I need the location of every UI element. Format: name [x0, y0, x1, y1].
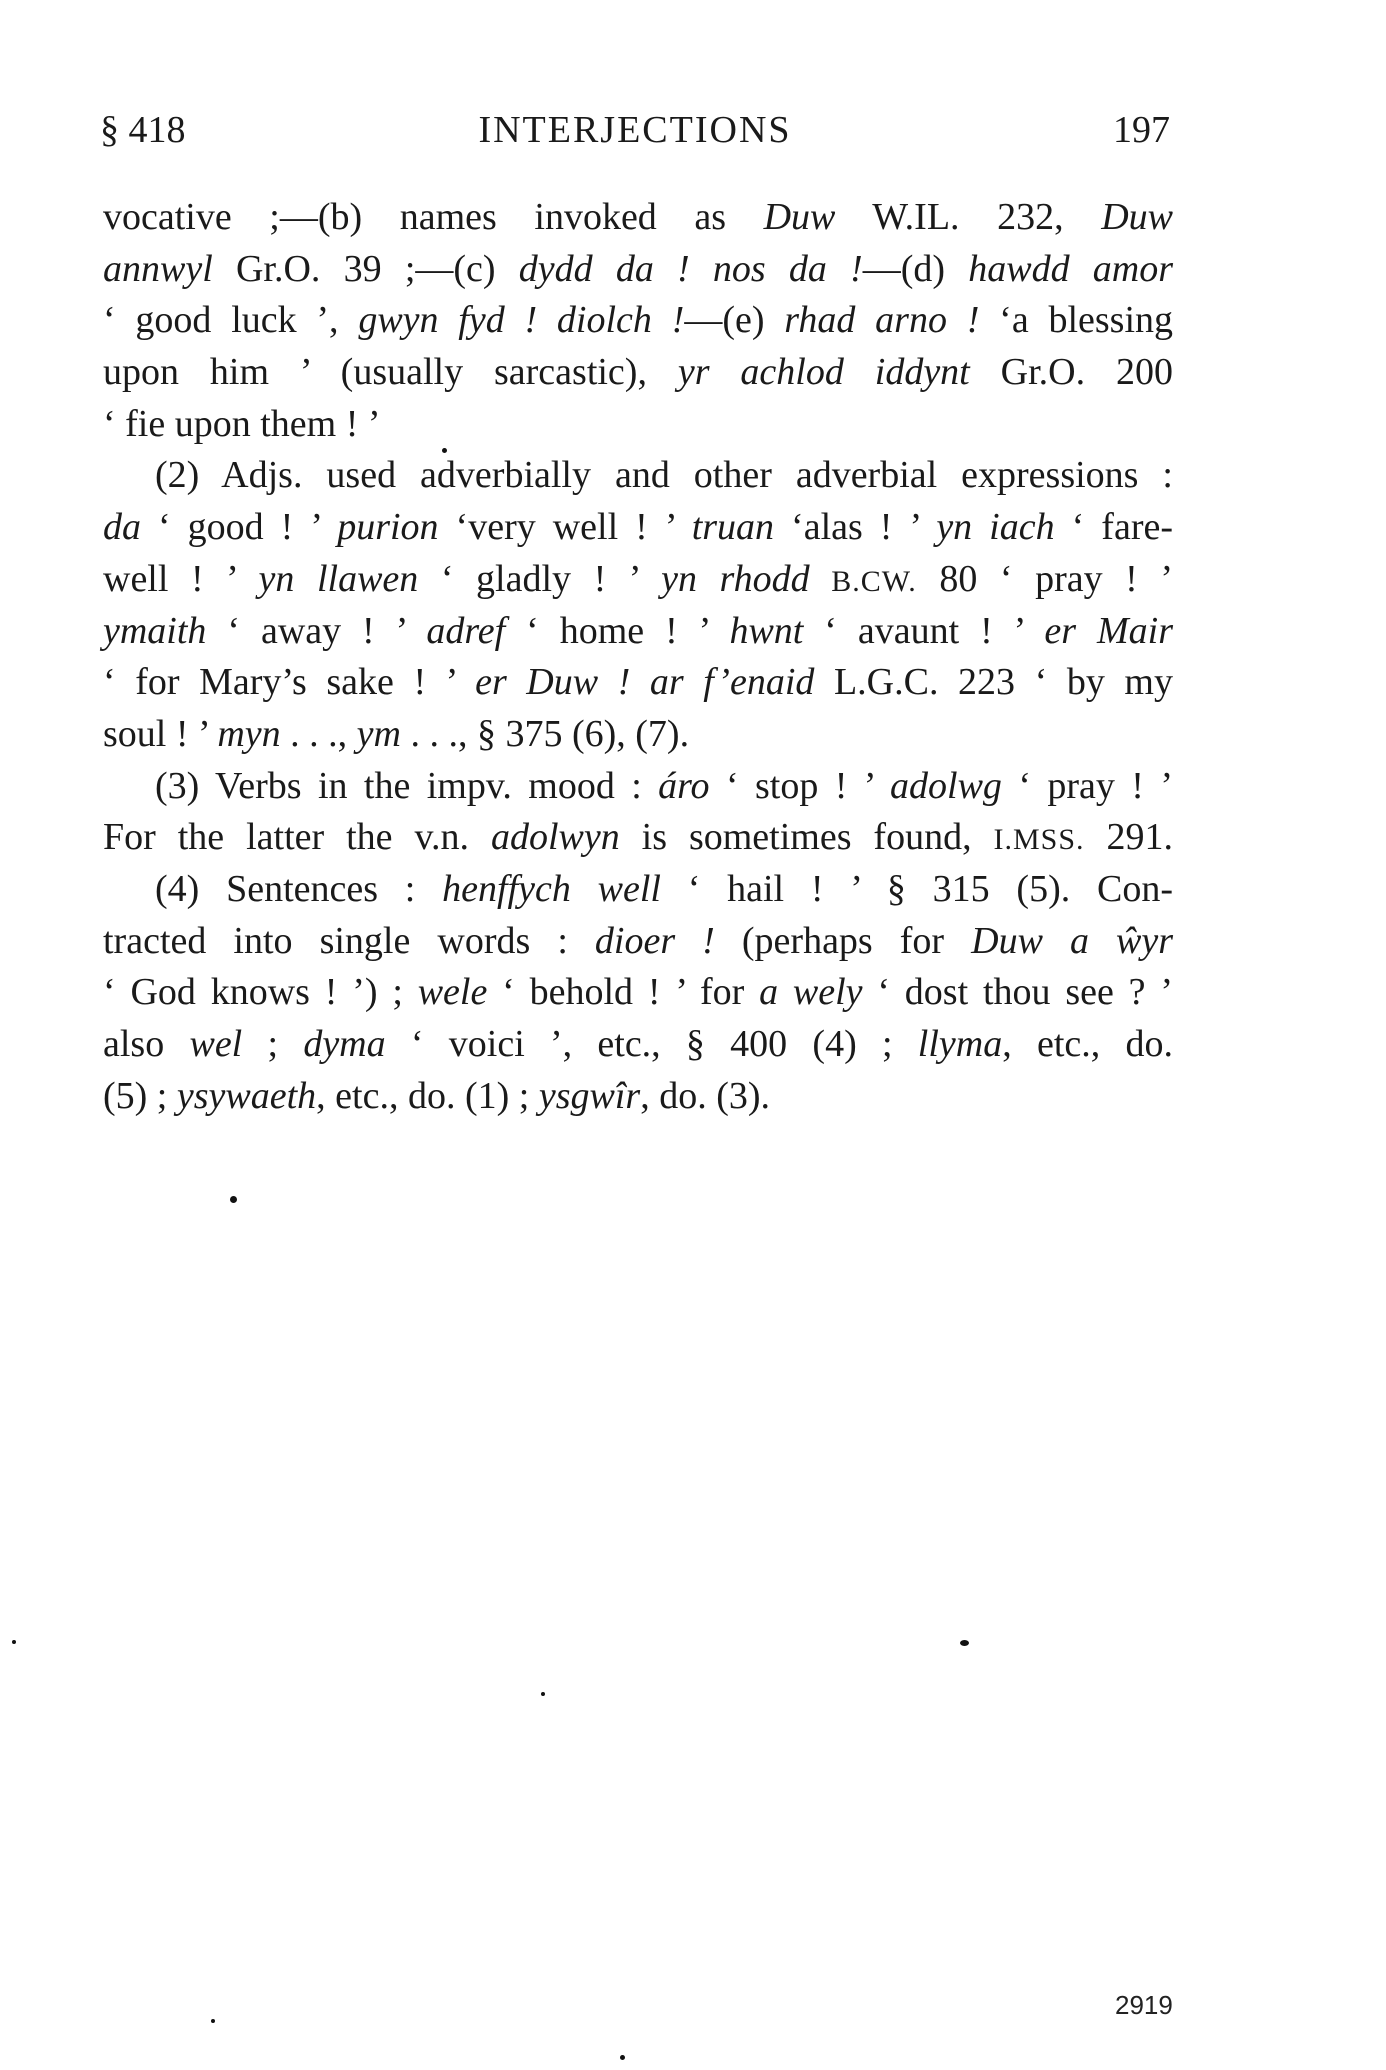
- text-run: —(e): [684, 299, 785, 342]
- italic-term: ym: [356, 712, 401, 755]
- text-run: (perhaps for: [714, 919, 972, 962]
- italic-term: annwyl: [103, 247, 213, 290]
- text-line: [103, 399, 1173, 451]
- text-run: Gr.O. 39 ;—(c): [212, 247, 519, 290]
- italic-term: ysywaeth: [176, 1074, 317, 1117]
- text-run: ‘ fie upon them ! ’: [103, 402, 381, 445]
- text-run: . . ., § 375 (6), (7).: [400, 712, 690, 755]
- text-line: [103, 761, 1173, 813]
- text-run: B.CW.: [809, 564, 917, 598]
- text-run: ‘ good luck ’,: [103, 299, 359, 342]
- italic-term: áro: [658, 764, 710, 807]
- text-run: ‘alas ! ’: [774, 506, 937, 549]
- text-line: [103, 450, 1173, 502]
- text-run: ‘a blessing: [979, 299, 1174, 342]
- text-run: —(d): [862, 247, 969, 290]
- text-run: L.G.C. 223 ‘ by my: [814, 661, 1173, 704]
- text-run: vocative ;—(b) names invoked as: [103, 196, 764, 238]
- text-run: , do. (3).: [640, 1074, 770, 1117]
- text-run: well ! ’: [103, 557, 259, 600]
- italic-term: rhad arno !: [784, 299, 980, 342]
- italic-term: ysgwîr: [538, 1074, 641, 1117]
- text-run: ‘ dost thou see ? ’: [862, 971, 1173, 1014]
- body-text: [103, 192, 1173, 1122]
- running-header: [100, 108, 1170, 158]
- text-line: [103, 554, 1173, 606]
- text-run: ‘ pray ! ’: [1001, 764, 1173, 807]
- page-number: 197: [1113, 109, 1170, 151]
- text-run: I.MSS.: [993, 823, 1085, 857]
- text-line: [103, 967, 1173, 1019]
- scan-number: 2919: [1115, 1990, 1173, 2020]
- italic-term: Duw: [1101, 196, 1173, 238]
- italic-term: Duw a ŵyr: [971, 919, 1174, 962]
- text-run: , etc., do. (1) ;: [316, 1074, 539, 1117]
- text-line: [103, 864, 1173, 916]
- text-run: Gr.O. 200: [969, 351, 1174, 394]
- italic-term: wele: [417, 971, 488, 1014]
- text-run: , etc., do.: [1002, 1023, 1173, 1065]
- text-run: 291.: [1084, 816, 1174, 859]
- italic-term: hwnt: [729, 609, 804, 652]
- italic-term: yn llawen: [258, 557, 419, 600]
- italic-term: henffych well: [442, 867, 661, 910]
- scan-speck: [541, 1692, 545, 1696]
- text-run: (5) ;: [103, 1074, 177, 1117]
- text-run: soul ! ’: [103, 712, 218, 755]
- text-run: ‘ stop ! ’: [709, 764, 891, 807]
- text-run: tracted into single words :: [103, 919, 595, 962]
- text-run: ‘ away ! ’: [206, 609, 427, 652]
- scan-speck: [620, 2055, 625, 2060]
- italic-term: Duw: [763, 196, 836, 238]
- text-run: ‘very well ! ’: [438, 506, 692, 549]
- italic-term: myn: [217, 712, 281, 755]
- italic-term: er Duw ! ar f’enaid: [475, 661, 815, 704]
- italic-term: wel: [189, 1023, 243, 1065]
- text-line: [103, 916, 1173, 968]
- italic-term: adref: [426, 609, 506, 652]
- text-line: [103, 709, 1173, 761]
- text-run: ‘ for Mary’s sake ! ’: [103, 661, 476, 704]
- italic-term: adolwyn: [490, 816, 620, 859]
- section-number: § 418: [100, 109, 186, 151]
- text-run: ‘ avaunt ! ’: [803, 609, 1045, 652]
- text-run: (2) Adjs. used adverbially and other adverbial expressions :: [155, 454, 1173, 497]
- text-line: [103, 606, 1173, 658]
- italic-term: adolwg: [890, 764, 1002, 807]
- italic-term: er Mair: [1044, 609, 1174, 652]
- italic-term: gwyn fyd ! diolch !: [358, 299, 685, 342]
- italic-term: ymaith: [103, 609, 207, 652]
- text-run: (4) Sentences :: [155, 867, 443, 910]
- italic-term: purion: [337, 506, 439, 549]
- text-line: [103, 657, 1173, 709]
- text-run: ‘ fare-: [1054, 506, 1173, 549]
- text-line: [103, 812, 1173, 864]
- italic-term: da: [103, 506, 141, 549]
- text-run: ‘ home ! ’: [505, 609, 730, 652]
- text-run: ‘ hail ! ’ § 315 (5). Con-: [660, 867, 1174, 910]
- italic-term: dyma: [303, 1023, 386, 1065]
- text-run: ;: [242, 1023, 304, 1065]
- text-run: 80 ‘ pray ! ’: [916, 557, 1173, 600]
- italic-term: hawdd amor: [968, 247, 1173, 290]
- text-run: ‘ voici ’, etc., § 400 (4) ;: [385, 1023, 918, 1065]
- italic-term: yn rhodd: [661, 557, 810, 600]
- text-run: (3) Verbs in the impv. mood :: [155, 764, 659, 807]
- italic-term: dioer !: [594, 919, 715, 962]
- text-run: ‘ behold ! ’ for: [487, 971, 760, 1014]
- page-title: INTERJECTIONS: [478, 109, 792, 151]
- scan-speck: [442, 448, 447, 453]
- text-line: [103, 1019, 1173, 1071]
- scan-speck: [960, 1640, 969, 1646]
- italic-term: llyma: [917, 1023, 1003, 1065]
- text-line: [103, 295, 1173, 347]
- text-run: For the latter the v.n.: [103, 816, 491, 859]
- text-run: upon him ’ (usually sarcastic),: [103, 351, 678, 394]
- text-line: [103, 192, 1173, 244]
- text-run: also: [103, 1023, 190, 1065]
- text-line: [103, 244, 1173, 296]
- italic-term: a wely: [759, 971, 863, 1014]
- scan-speck: [230, 1196, 237, 1203]
- italic-term: dydd da ! nos da !: [518, 247, 863, 290]
- text-line: [103, 347, 1173, 399]
- text-run: ‘ God knows ! ’) ;: [103, 971, 418, 1014]
- text-line: [103, 1071, 1173, 1123]
- italic-term: yn iach: [936, 506, 1055, 549]
- scan-speck: [12, 1640, 16, 1644]
- text-run: . . .,: [280, 712, 357, 755]
- text-line: [103, 502, 1173, 554]
- text-run: ‘ good ! ’: [141, 506, 338, 549]
- italic-term: yr achlod iddynt: [677, 351, 970, 394]
- scan-speck: [211, 2019, 215, 2023]
- text-run: ‘ gladly ! ’: [418, 557, 662, 600]
- text-run: is sometimes found,: [619, 816, 994, 859]
- italic-term: truan: [691, 506, 775, 549]
- text-run: W.IL. 232,: [835, 196, 1102, 238]
